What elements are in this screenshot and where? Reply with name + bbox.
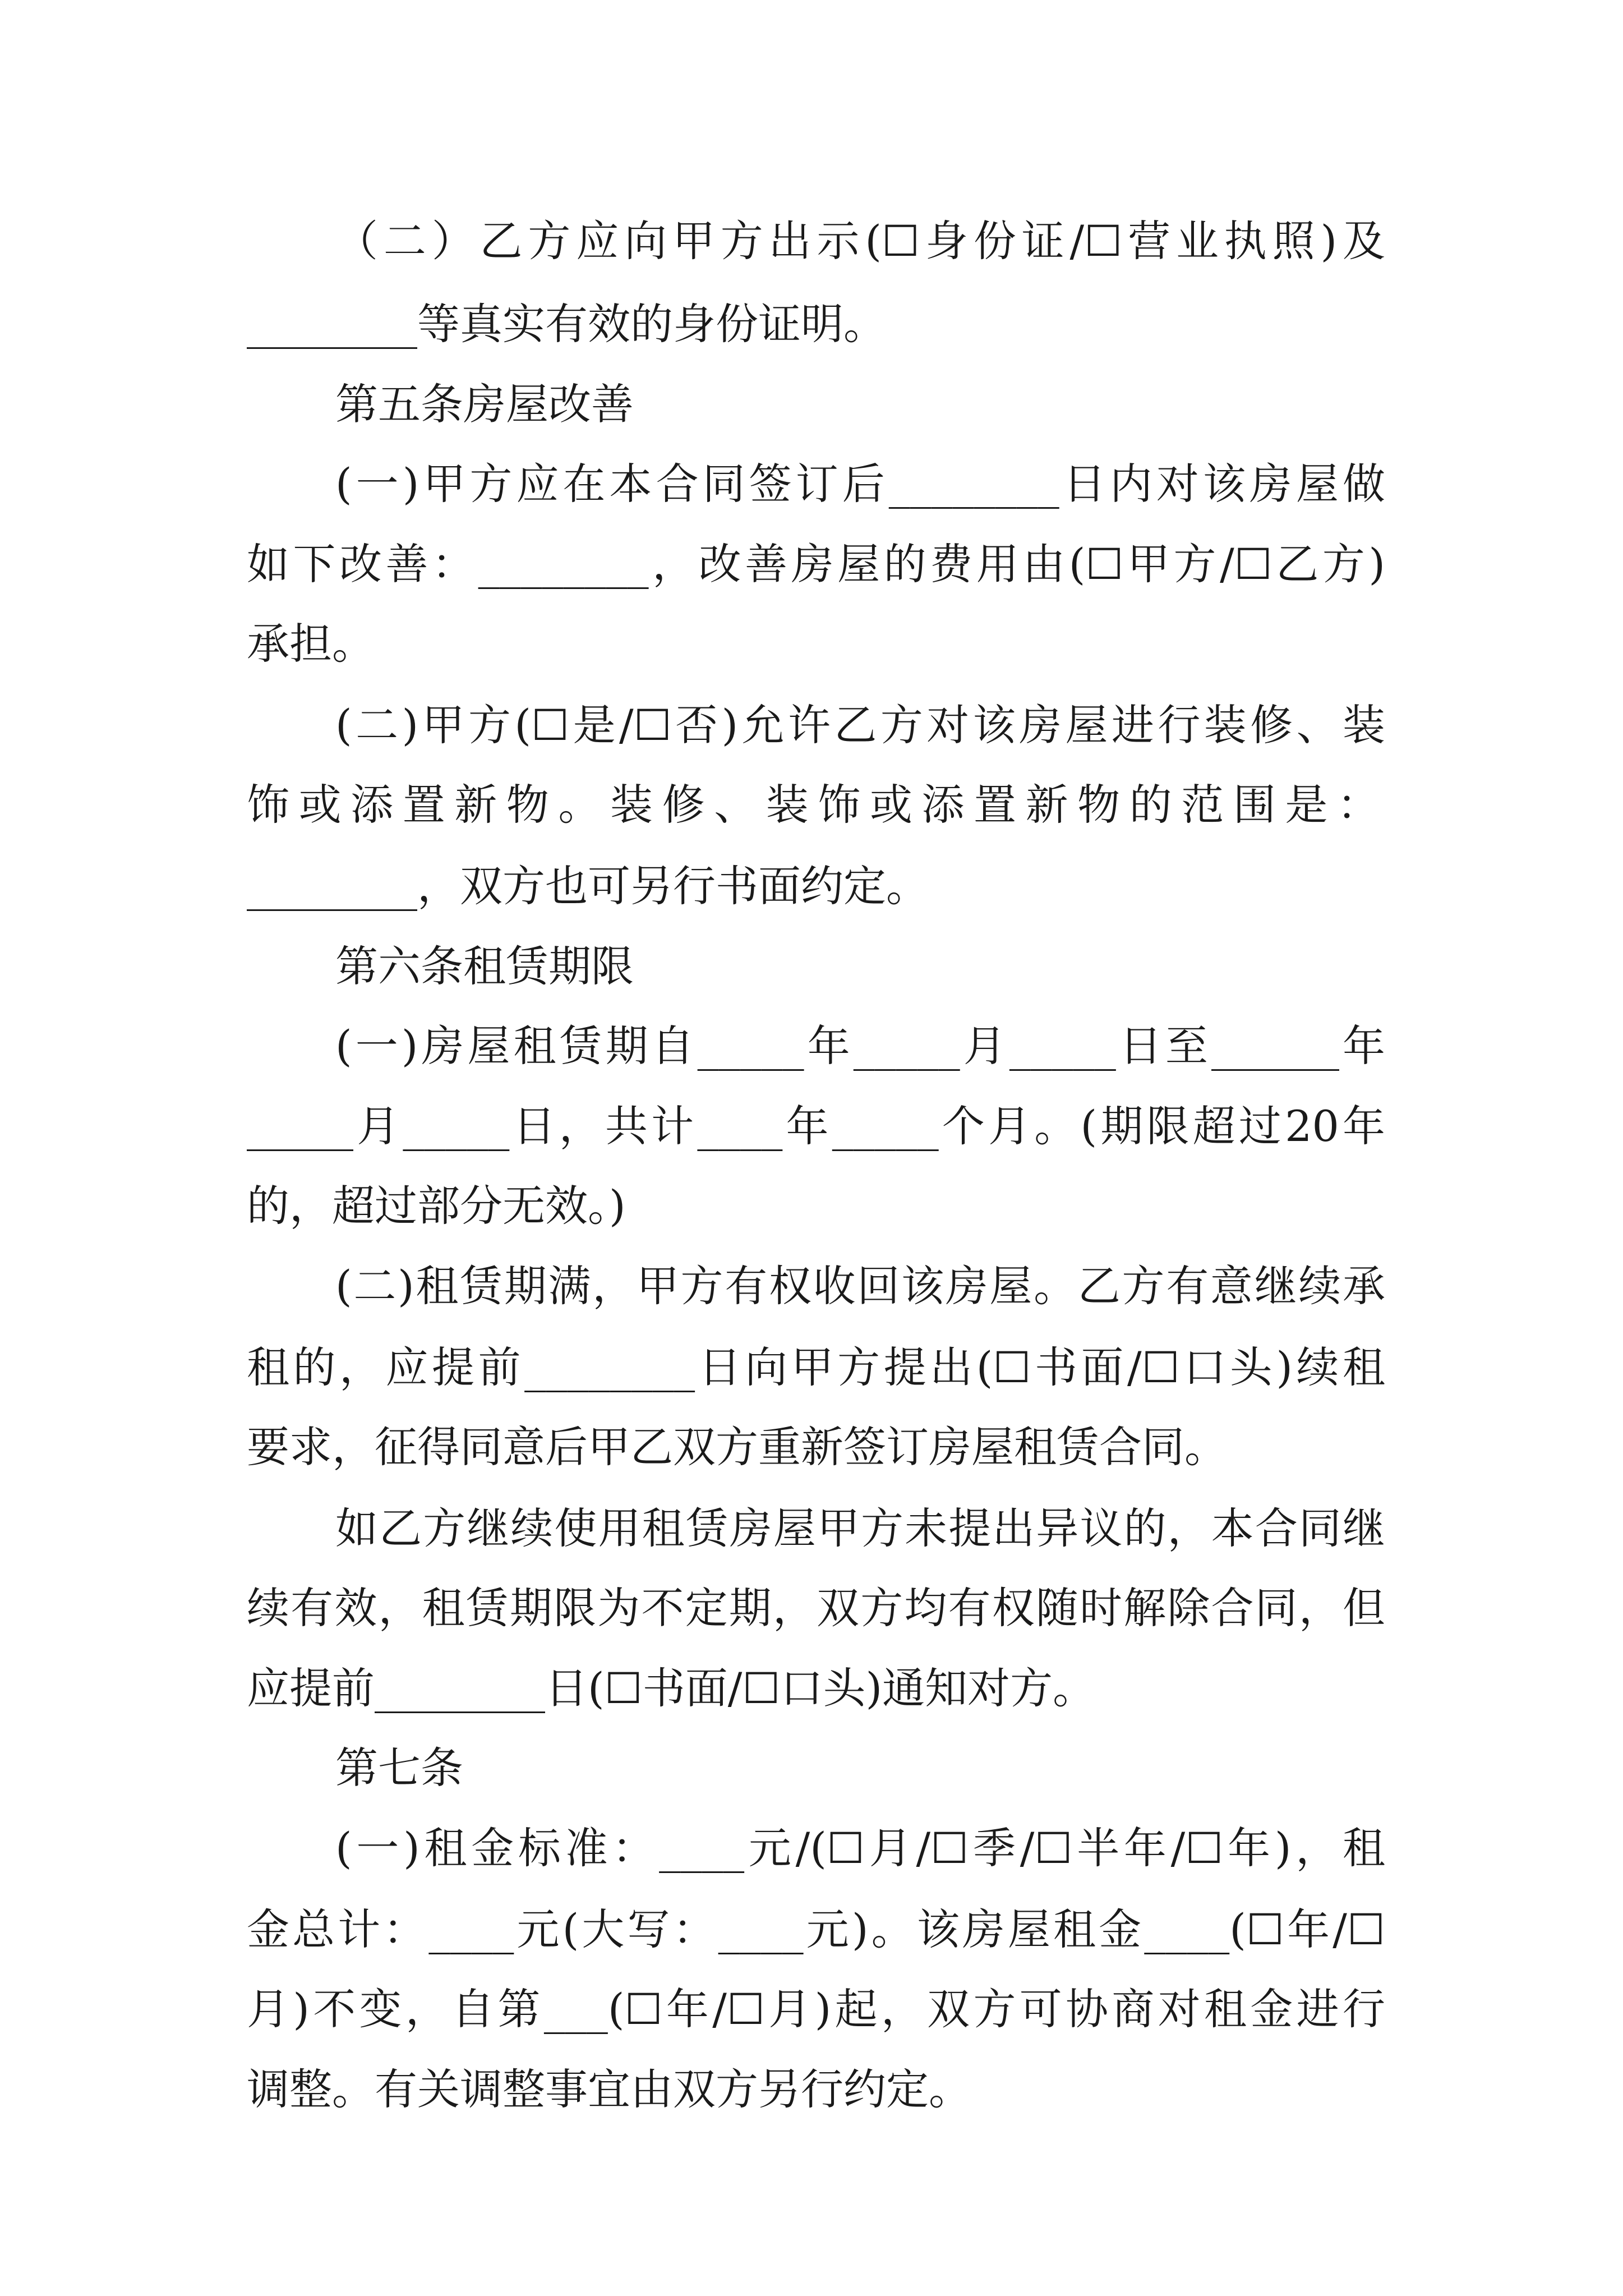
clause-5-1-line-1: (一)甲方应在本合同签订后________日内对该房屋做	[335, 459, 1385, 509]
clause-5-2-line-3: ________，双方也可另行书面约定。	[247, 861, 929, 911]
clause-6-2-line-3: 要求，征得同意后甲乙双方重新签订房屋租赁合同。	[247, 1422, 1227, 1472]
clause-7-1-line-3: 月)不变，自第___(☐年/☐月)起，双方可协商对租金进行	[247, 1984, 1385, 2034]
clause-4-2-line-2: ________等真实有效的身份证明。	[247, 299, 886, 349]
clause-6-2-line-1: (二)租赁期满，甲方有权收回该房屋。乙方有意继续承	[335, 1261, 1385, 1311]
clause-6-1-line-3: 的，超过部分无效。)	[247, 1181, 626, 1231]
clause-5-1-line-2: 如下改善：________，改善房屋的费用由(☐甲方/☐乙方)	[247, 539, 1385, 589]
clause-7-1-line-4: 调整。有关调整事宜由双方另行约定。	[247, 2064, 971, 2114]
clause-7-1-line-1: (一)租金标准：____元/(☐月/☐季/☐半年/☐年)，租	[335, 1823, 1385, 1873]
clause-6-2-line-2: 租的，应提前________日向甲方提出(☐书面/☐口头)续租	[247, 1342, 1385, 1392]
clause-5-2-line-1: (二)甲方(☐是/☐否)允许乙方对该房屋进行装修、装	[335, 700, 1385, 750]
article-6-heading: 第六条租赁期限	[335, 941, 634, 991]
clause-6-1-line-2: _____月_____日，共计____年_____个月。(期限超过20年	[247, 1101, 1385, 1151]
article-7-heading: 第七条	[335, 1743, 463, 1793]
clause-6-3-line-3: 应提前________日(☐书面/☐口头)通知对方。	[247, 1663, 1096, 1713]
clause-6-3-line-2: 续有效，租赁期限为不定期，双方均有权随时解除合同，但	[247, 1583, 1385, 1633]
clause-5-1-line-3: 承担。	[247, 619, 375, 669]
clause-7-1-line-2: 金总计：____元(大写：____元)。该房屋租金____(☐年/☐	[247, 1904, 1385, 1954]
clause-6-3-line-1: 如乙方继续使用租赁房屋甲方未提出异议的，本合同继	[335, 1503, 1385, 1553]
article-5-heading: 第五条房屋改善	[335, 379, 634, 429]
clause-6-1-line-1: (一)房屋租赁期自_____年_____月_____日至______年	[335, 1021, 1385, 1071]
clause-4-2-line-1: （二）乙方应向甲方出示(☐身份证/☐营业执照)及	[335, 216, 1385, 266]
clause-5-2-line-2: 饰或添置新物。装修、装饰或添置新物的范围是：	[247, 780, 1385, 830]
